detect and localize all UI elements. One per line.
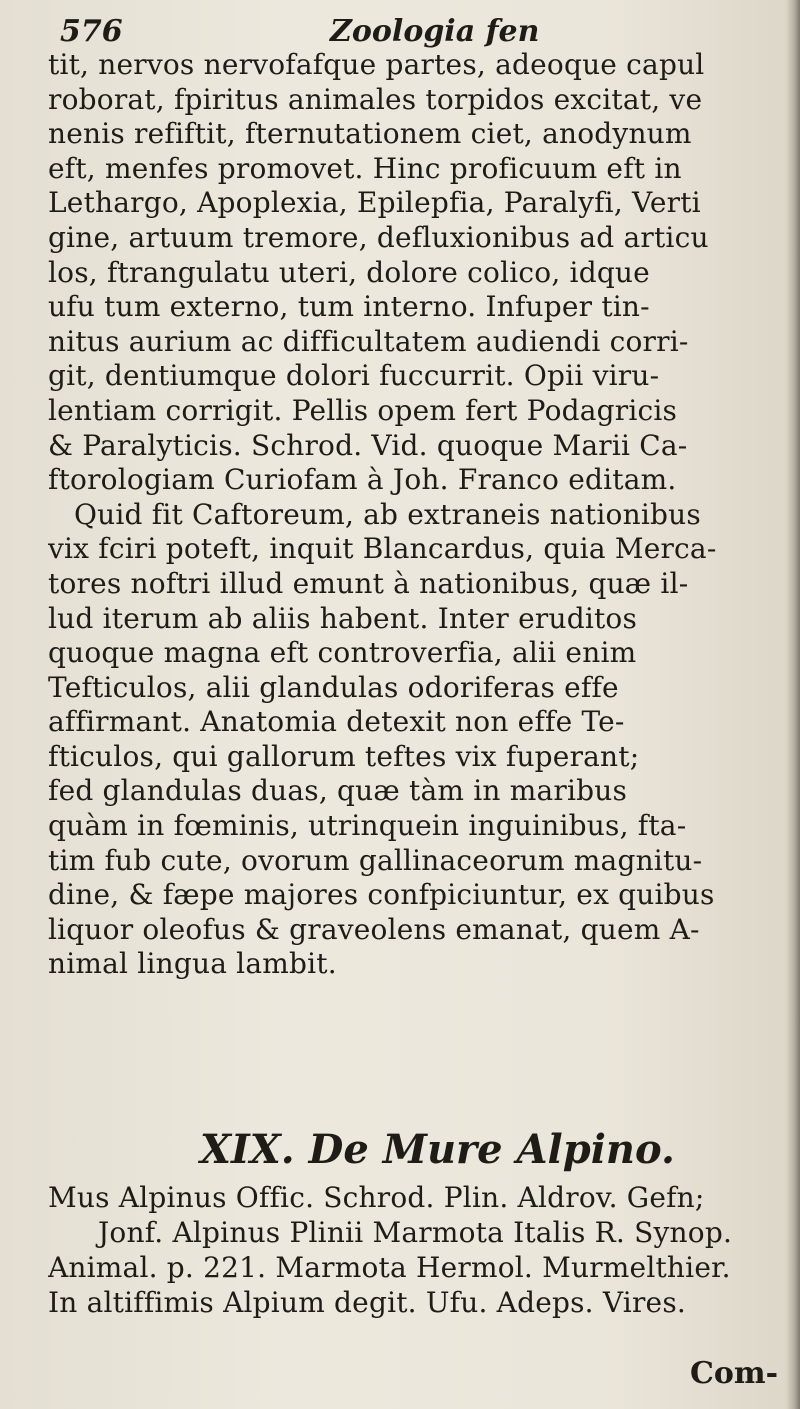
text-line: ftorologiam Curiofam à Joh. Franco editam. (48, 463, 677, 497)
text-line: tit, nervos nervofafque partes, adeoque capul (48, 48, 705, 81)
text-line: los, ftrangulatu uteri, dolore colico, idque (48, 255, 650, 289)
section-entry (48, 1180, 788, 1320)
text-line: dine, & fæpe majores confpiciuntur, ex quibus (48, 878, 715, 912)
text-line: vix fciri poteft, inquit Blancardus, quia Merca- (48, 532, 717, 566)
text-line: quàm in fœminis, utrinquein inguinibus, fta- (48, 809, 687, 843)
entry-line: Animal. p. 221. Marmota Hermol. Murmelthier. (48, 1251, 731, 1284)
text-line: fticulos, qui gallorum teftes vix fuperant; (48, 739, 640, 773)
text-line: affirmant. Anatomia detexit non effe Te- (48, 705, 625, 739)
entry-line: Jonf. Alpinus Plinii Marmota Italis R. Synop. (98, 1216, 733, 1249)
entry-line: In altiffimis Alpium degit. Ufu. Adeps. Vires. (48, 1286, 686, 1319)
text-line: fed glandulas duas, quæ tàm in maribus (48, 774, 628, 808)
text-line: tores noftri illud emunt à nationibus, quæ il- (48, 566, 689, 600)
text-line: & Paralyticis. Schrod. Vid. quoque Marii Ca- (48, 428, 688, 462)
text-line: ufu tum externo, tum interno. Infuper tin- (48, 290, 650, 324)
text-line: Tefticulos, alii glandulas odoriferas effe (48, 670, 619, 704)
entry-line: Mus Alpinus Offic. Schrod. Plin. Aldrov. Gefn; (48, 1181, 705, 1214)
page-edge-shadow (786, 0, 800, 1409)
text-line: liquor oleofus & graveolens emanat, quem A- (48, 912, 700, 946)
text-line: nimal lingua lambit. (48, 947, 337, 981)
text-line: eft, menfes promovet. Hinc proficuum eft in (48, 151, 682, 185)
text-line: quoque magna eft controverfia, alii enim (48, 636, 637, 670)
catchword: Com- (690, 1356, 779, 1391)
text-line: lentiam corrigit. Pellis opem fert Podagricis (48, 393, 678, 427)
text-line: git, dentiumque dolori fuccurrit. Opii viru- (48, 359, 660, 393)
text-line: roborat, fpiritus animales torpidos excitat, ve (48, 82, 703, 116)
section-heading: XIX. De Mure Alpino. (200, 1126, 675, 1173)
text-line: Quid fit Caftoreum, ab extraneis nationibus (74, 497, 701, 531)
body-text (48, 48, 788, 982)
page-number: 576 (60, 14, 123, 49)
text-line: Lethargo, Apoplexia, Epilepfia, Paralyfi, Verti (48, 186, 701, 220)
text-line: nitus aurium ac difficultatem audiendi corri- (48, 324, 689, 358)
text-line: lud iterum ab aliis habent. Inter eruditos (48, 601, 638, 635)
text-line: nenis refiftit, fternutationem ciet, anodynum (48, 117, 692, 151)
text-line: tim fub cute, ovorum gallinaceorum magnitu- (48, 843, 703, 877)
text-line: gine, artuum tremore, defluxionibus ad articu (48, 220, 709, 254)
running-head: Zoologia fen (330, 14, 540, 49)
